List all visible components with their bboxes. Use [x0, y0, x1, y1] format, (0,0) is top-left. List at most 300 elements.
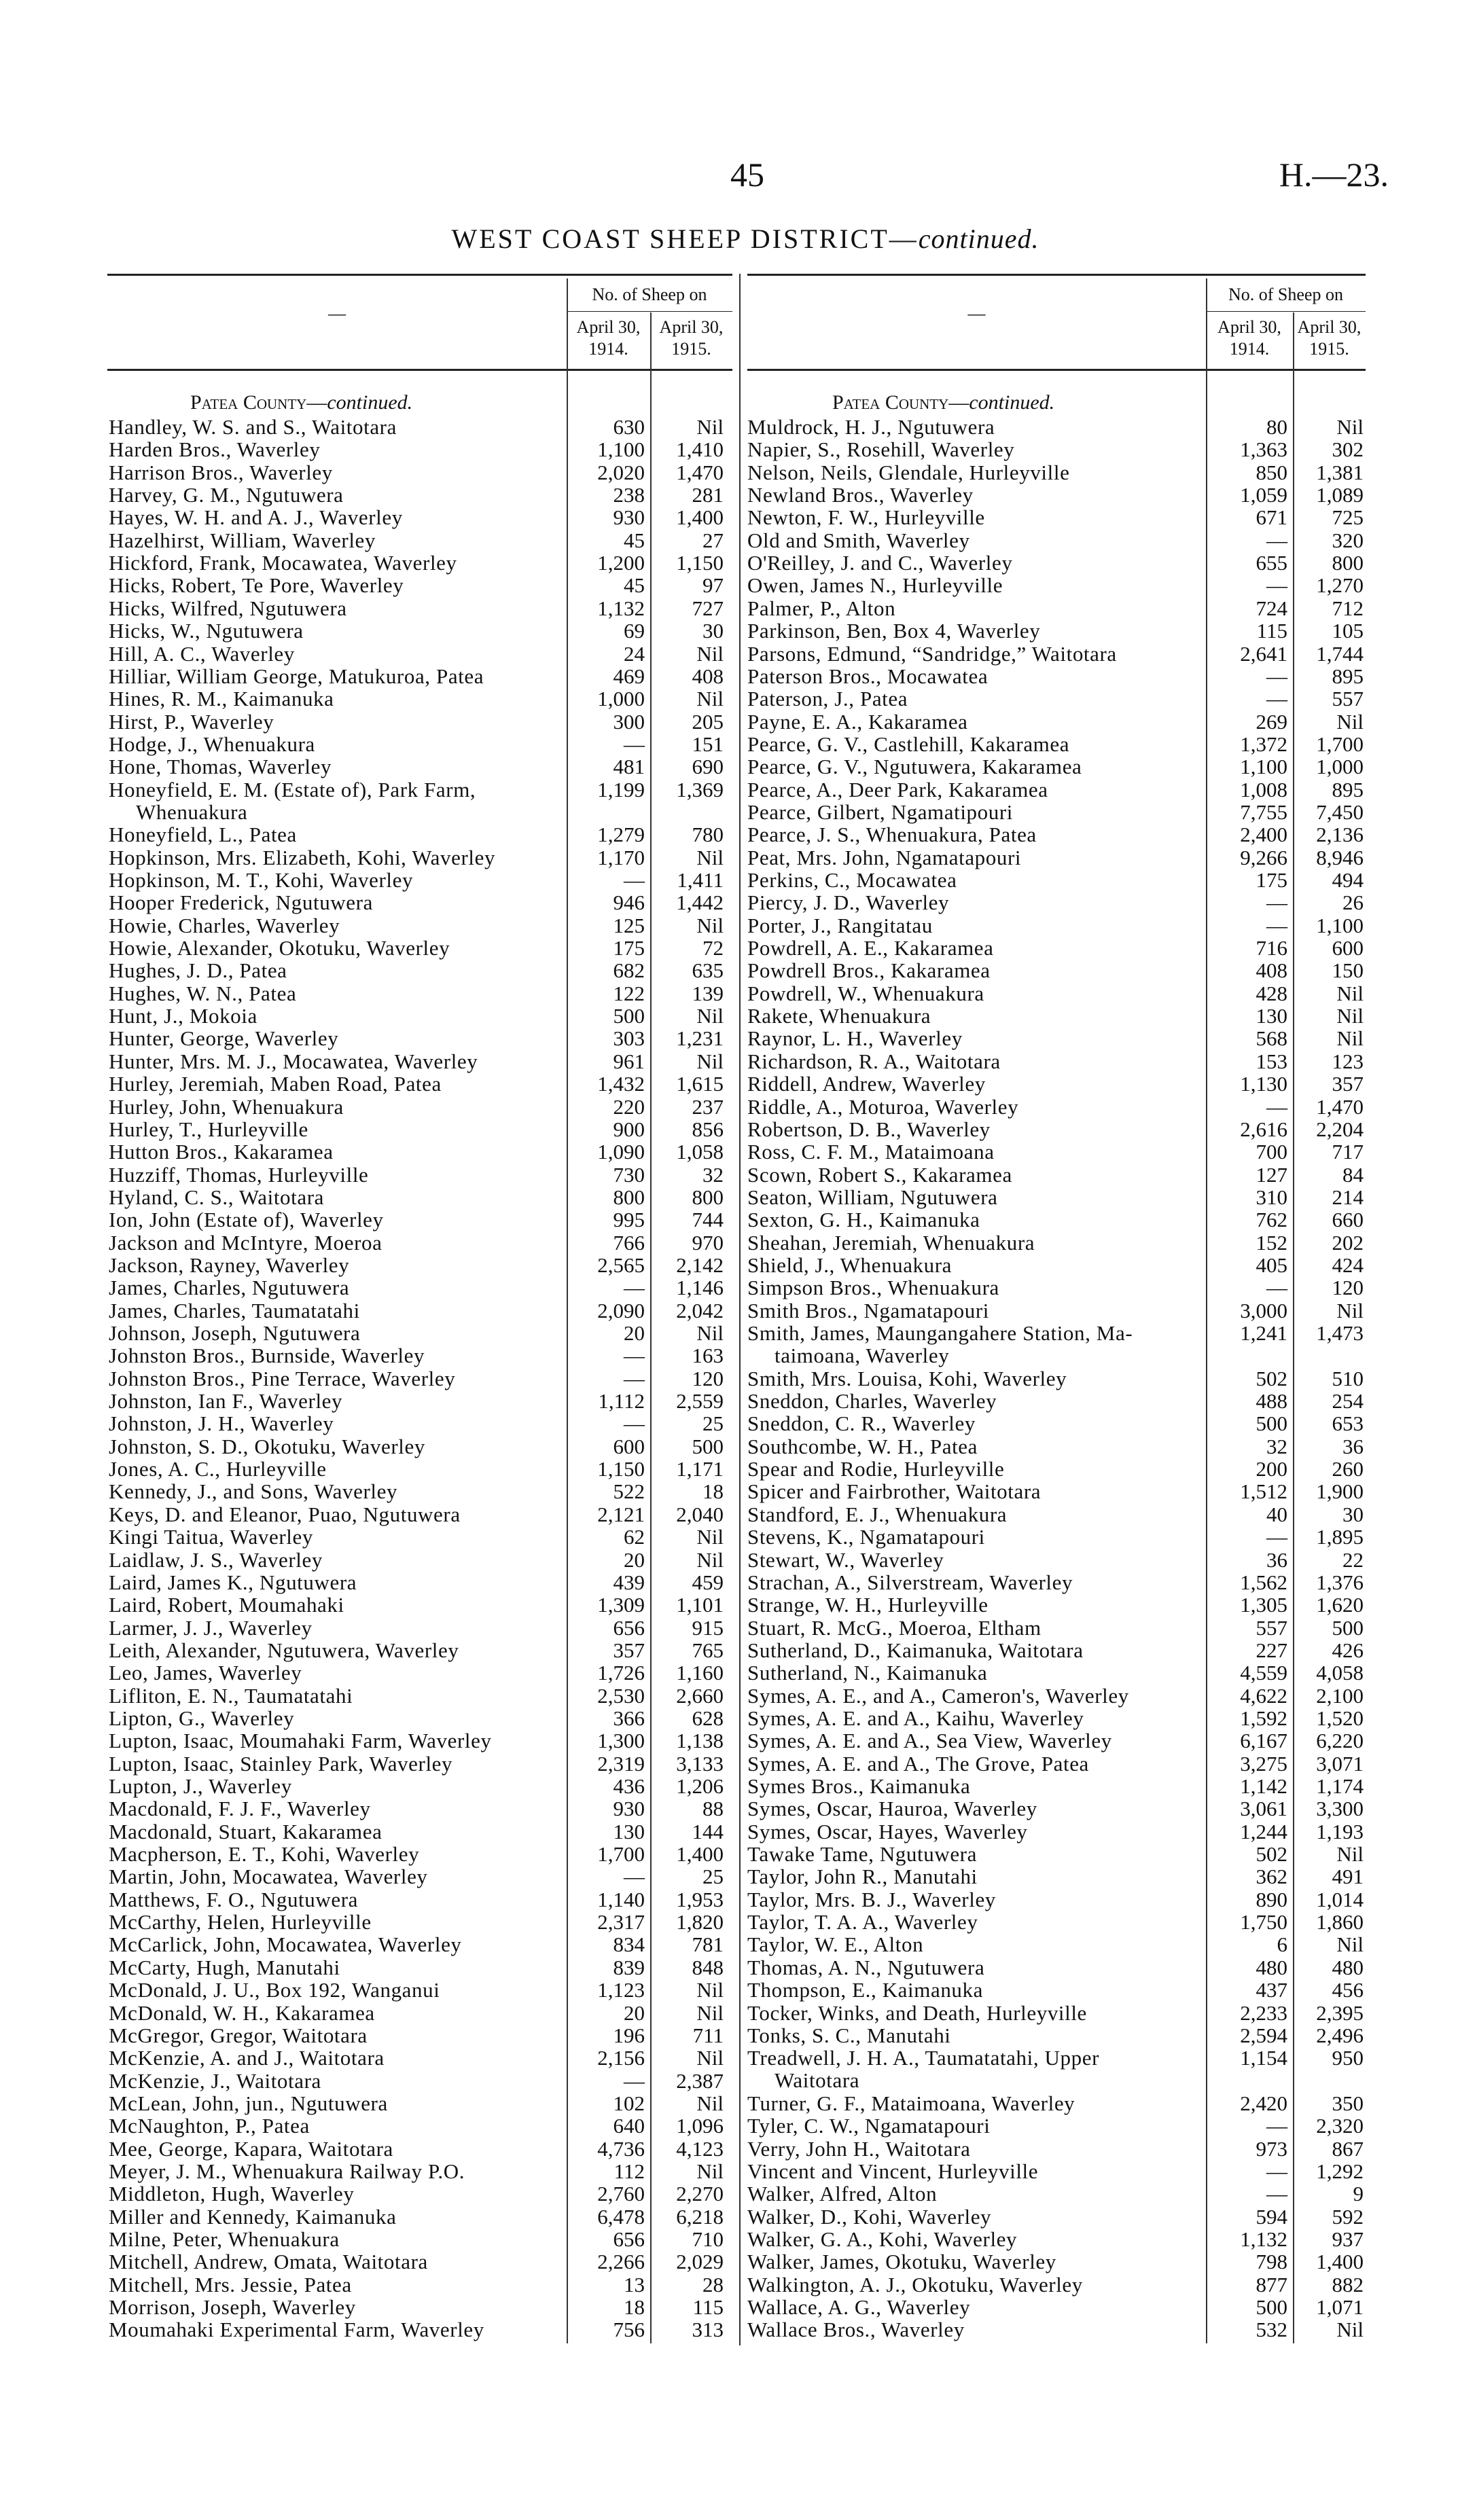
sheep-count-1915: 1,900 [1316, 1479, 1364, 1504]
table-row [747, 937, 1364, 959]
table-row [109, 506, 724, 528]
sheep-count-1915: 237 [692, 1094, 724, 1119]
group-heading: No. of Sheep on [592, 285, 707, 304]
owner-name: Porter, J., Rangitatau [747, 913, 933, 937]
group-heading: No. of Sheep on [1228, 285, 1343, 304]
sheep-count-1914: 3,275 [1240, 1751, 1287, 1776]
group-header-rule [567, 311, 732, 312]
table-row [109, 914, 724, 937]
sheep-count-1914: 439 [613, 1570, 645, 1594]
sheep-count-1914: — [624, 1865, 645, 1889]
sheep-count-1915: 1,860 [1316, 1910, 1364, 1934]
table-row [747, 1164, 1364, 1186]
sheep-count-1914: 45 [624, 573, 645, 598]
sheep-count-1914: 500 [1256, 1411, 1287, 1436]
table-row [109, 484, 724, 506]
sheep-count-1915: 1,400 [676, 1842, 724, 1867]
table-row [109, 1412, 724, 1435]
sheep-count-1915: 3,300 [1316, 1797, 1364, 1821]
table-row [747, 461, 1364, 484]
sheep-count-1914: 428 [1256, 981, 1287, 1005]
owner-name: Johnston Bros., Pine Terrace, Waverley [109, 1366, 456, 1390]
sheep-count-1915: 115 [692, 2295, 724, 2320]
table-row [747, 755, 1364, 778]
sheep-count-1915: 800 [1332, 551, 1364, 575]
sheep-count-1915: 1,820 [676, 1910, 724, 1934]
sheep-count-1915: 320 [1332, 528, 1364, 552]
owner-name: Hurley, Jeremiah, Maben Road, Patea [109, 1072, 442, 1096]
sheep-count-1914: 502 [1256, 1366, 1287, 1390]
sheep-count-1915: Nil [696, 641, 724, 666]
table-row [109, 438, 724, 461]
table-row [747, 2114, 1364, 2137]
owner-name: Miller and Kennedy, Kaimanuka [109, 2204, 397, 2229]
column-heading-1915 [650, 317, 732, 360]
owner-name: Symes, Oscar, Hayes, Waverley [747, 1819, 1028, 1843]
sheep-count-1914: 766 [613, 1230, 645, 1255]
table-top-rule [747, 274, 1366, 276]
sheep-count-1915: Nil [696, 1978, 724, 2002]
table-row [747, 1140, 1364, 1163]
owner-name: Symes Bros., Kaimanuka [747, 1774, 971, 1798]
owner-name: Moumahaki Experimental Farm, Waverley [109, 2318, 484, 2342]
title-suffix: continued. [918, 223, 1039, 254]
sheep-count-1914: 469 [613, 664, 645, 688]
sheep-count-1914: 45 [624, 528, 645, 552]
table-row [747, 1843, 1364, 1865]
sheep-count-1914: 9,266 [1240, 845, 1287, 869]
table-row [109, 2070, 724, 2092]
owner-name: Johnson, Joseph, Ngutuwera [109, 1321, 361, 1345]
table-row [109, 846, 724, 869]
table-row [109, 777, 724, 824]
sheep-count-1914: 200 [1256, 1457, 1287, 1481]
owner-name: Taylor, John R., Manutahi [747, 1865, 978, 1889]
table-row [109, 2182, 724, 2205]
table-row [747, 2273, 1364, 2296]
sheep-count-1915: 1,160 [676, 1661, 724, 1685]
table-row [747, 1118, 1364, 1140]
table-row [747, 1888, 1364, 1911]
table-row [109, 2250, 724, 2273]
table-row [109, 1390, 724, 1412]
owner-name: Napier, S., Rosehill, Waverley [747, 437, 1015, 462]
sheep-count-1914: — [1266, 664, 1287, 688]
sheep-count-1914: 115 [1256, 619, 1287, 643]
owner-name: Meyer, J. M., Whenuakura Railway P.O. [109, 2159, 465, 2183]
owner-name: Laidlaw, J. S., Waverley [109, 1547, 323, 1572]
sheep-count-1915: 1,150 [676, 551, 724, 575]
table-row [747, 710, 1364, 733]
table-row [747, 1458, 1364, 1480]
owner-name: Thompson, E., Kaimanuka [747, 1978, 983, 2002]
owner-name: Symes, A. E. and A., Sea View, Waverley [747, 1729, 1112, 1753]
owner-name: Symes, A. E. and A., Kaihu, Waverley [747, 1706, 1084, 1730]
sheep-count-1914: 1,140 [597, 1887, 645, 1911]
table-row [747, 846, 1364, 869]
sheep-count-1914: 102 [613, 2091, 645, 2115]
owner-name: Turner, G. F., Mataimoana, Waverley [747, 2091, 1075, 2115]
sheep-count-1915: Nil [1336, 981, 1364, 1005]
sheep-count-1915: Nil [696, 1049, 724, 1073]
sheep-count-1915: 1,615 [676, 1072, 724, 1096]
owner-name: Peat, Mrs. John, Ngamatapouri [747, 845, 1022, 869]
sheep-count-1914: 130 [613, 1819, 645, 1843]
sheep-count-1914: 671 [1256, 505, 1287, 530]
sheep-count-1915: 30 [1342, 1502, 1364, 1526]
sheep-count-1915: 1,138 [676, 1729, 724, 1753]
sheep-count-1914: 1,432 [597, 1072, 645, 1096]
table-row [109, 1005, 724, 1027]
table-row [747, 1549, 1364, 1571]
owner-name: Riddle, A., Moturoa, Waverley [747, 1094, 1019, 1119]
owner-name: Hughes, J. D., Patea [109, 958, 287, 983]
table-row [109, 2296, 724, 2318]
table-row [747, 801, 1364, 823]
heading-line: 1915. [671, 339, 711, 359]
sheep-count-1915: 727 [692, 596, 724, 620]
sheep-count-1915: 2,029 [676, 2250, 724, 2274]
owner-name: Parsons, Edmund, “Sandridge,” Waitotara [747, 641, 1117, 666]
sheep-count-1914: 1,059 [1240, 483, 1287, 507]
sheep-count-1915: 28 [702, 2272, 724, 2297]
sheep-count-1914: 175 [1256, 868, 1287, 892]
sheep-count-1914: 2,400 [1240, 823, 1287, 847]
table-row [747, 1208, 1364, 1231]
sheep-count-1915: 628 [692, 1706, 724, 1730]
owner-name: Taylor, Mrs. B. J., Waverley [747, 1887, 996, 1911]
owner-name: Strange, W. H., Hurleyville [747, 1593, 989, 1617]
owner-name: Howie, Alexander, Okotuku, Waverley [109, 936, 450, 960]
sheep-count-1914: — [624, 1276, 645, 1300]
sheep-count-1914: 2,020 [597, 460, 645, 484]
sheep-count-1914: 1,142 [1240, 1774, 1287, 1798]
owner-name: McCarty, Hugh, Manutahi [109, 1955, 340, 1979]
sheep-count-1915: 88 [702, 1797, 724, 1821]
owner-name: Martin, John, Mocawatea, Waverley [109, 1865, 428, 1889]
sheep-count-1914: 700 [1256, 1140, 1287, 1164]
owner-name: Sutherland, N., Kaimanuka [747, 1661, 988, 1685]
sheep-count-1914: 127 [1256, 1162, 1287, 1187]
table-row [109, 823, 724, 846]
sheep-count-1915: 2,387 [676, 2068, 724, 2093]
sheep-count-1914: 1,008 [1240, 777, 1287, 802]
table-row [747, 1661, 1364, 1684]
sheep-count-1914: 1,305 [1240, 1593, 1287, 1617]
sheep-count-1914: 1,130 [1240, 1072, 1287, 1096]
sheep-count-1915: 895 [1332, 777, 1364, 802]
owner-name: Pearce, G. V., Castlehill, Kakaramea [747, 732, 1070, 756]
sheep-count-1914: 1,241 [1240, 1321, 1287, 1345]
owner-name: Hill, A. C., Waverley [109, 641, 295, 666]
sheep-count-1915: Nil [696, 1525, 724, 1549]
sheep-count-1914: 310 [1256, 1185, 1287, 1209]
owner-name: Powdrell Bros., Kakaramea [747, 958, 991, 983]
owner-name: McKenzie, J., Waitotara [109, 2068, 321, 2093]
sheep-count-1915: 882 [1332, 2272, 1364, 2297]
county-name: Patea County— [832, 391, 969, 414]
table-row [109, 1118, 724, 1140]
sheep-count-1915: 6,220 [1316, 1729, 1364, 1753]
sheep-count-1915: 500 [692, 1434, 724, 1458]
sheep-count-1915: 2,559 [676, 1389, 724, 1414]
sheep-count-1915: 781 [692, 1932, 724, 1957]
sheep-count-1915: 1,000 [1316, 755, 1364, 779]
owner-name: Lupton, Isaac, Stainley Park, Waverley [109, 1751, 453, 1776]
table-row [747, 1639, 1364, 1661]
sheep-count-1914: 32 [1266, 1434, 1287, 1458]
table-row [747, 1073, 1364, 1095]
sheep-count-1915: Nil [696, 415, 724, 439]
sheep-count-1915: 25 [702, 1865, 724, 1889]
sheep-count-1914: 557 [1256, 1615, 1287, 1640]
table-row [109, 416, 724, 438]
sheep-count-1914: 1,244 [1240, 1819, 1287, 1843]
sheep-count-1914: 408 [1256, 958, 1287, 983]
owner-name: James, Charles, Taumatatahi [109, 1298, 360, 1322]
owner-name: Robertson, D. B., Waverley [747, 1117, 991, 1141]
sheep-count-1915: 8,946 [1316, 845, 1364, 869]
sheep-count-1914: 2,760 [597, 2182, 645, 2206]
owner-name: Laird, Robert, Moumahaki [109, 1593, 344, 1617]
owner-name: Verry, John H., Waitotara [747, 2136, 971, 2161]
owner-name: Harrison Bros., Waverley [109, 460, 333, 484]
owner-name: McDonald, J. U., Box 192, Wanganui [109, 1978, 440, 2002]
sheep-count-1915: 350 [1332, 2091, 1364, 2115]
table-row [109, 1979, 724, 2001]
sheep-count-1915: 970 [692, 1230, 724, 1255]
sheep-count-1914: 850 [1256, 460, 1287, 484]
table-row [109, 1027, 724, 1049]
table-row [747, 619, 1364, 642]
sheep-count-1915: Nil [1336, 1842, 1364, 1867]
sheep-count-1915: 1,089 [1316, 483, 1364, 507]
sheep-count-1915: 72 [702, 936, 724, 960]
table-row [747, 597, 1364, 619]
sheep-count-1914: 724 [1256, 596, 1287, 620]
owner-name: McCarthy, Helen, Hurleyville [109, 1910, 372, 1934]
sheep-count-1914: 890 [1256, 1887, 1287, 1911]
sheep-count-1914: 1,592 [1240, 1706, 1287, 1730]
sheep-count-1915: 592 [1332, 2204, 1364, 2229]
sheep-count-1915: 765 [692, 1638, 724, 1662]
sheep-count-1915: 1,376 [1316, 1570, 1364, 1594]
sheep-count-1914: — [1266, 2159, 1287, 2183]
owner-name: McKenzie, A. and J., Waitotara [109, 2046, 385, 2070]
sheep-count-1914: 762 [1256, 1208, 1287, 1232]
sheep-count-1914: 961 [613, 1049, 645, 1073]
sheep-count-1915: 1,206 [676, 1774, 724, 1798]
sheep-count-1915: 27 [702, 528, 724, 552]
owner-name: Taylor, W. E., Alton [747, 1932, 924, 1957]
sheep-count-1915: 937 [1332, 2227, 1364, 2251]
heading-line: 1914. [588, 339, 628, 359]
table-row [747, 733, 1364, 755]
owner-name: Hughes, W. N., Patea [109, 981, 297, 1005]
table-row [747, 1775, 1364, 1797]
sheep-count-1915: 1,744 [1316, 641, 1364, 666]
table-row [747, 2002, 1364, 2024]
county-heading [832, 391, 1054, 414]
table-row [109, 2228, 724, 2250]
table-row [747, 1503, 1364, 1526]
sheep-count-1915: 712 [1332, 596, 1364, 620]
sheep-count-1915: 856 [692, 1117, 724, 1141]
table-row [109, 1140, 724, 1163]
sheep-count-1915: 867 [1332, 2136, 1364, 2161]
sheep-count-1914: 1,372 [1240, 732, 1287, 756]
sheep-count-1915: 151 [692, 732, 724, 756]
table-row [109, 1594, 724, 1616]
sheep-count-1915: 302 [1332, 437, 1364, 462]
sheep-count-1914: 640 [613, 2114, 645, 2138]
sheep-count-1914: 6,478 [597, 2204, 645, 2229]
sheep-count-1914: 220 [613, 1094, 645, 1119]
sheep-count-1915: 744 [692, 1208, 724, 1232]
sheep-count-1915: Nil [696, 1004, 724, 1028]
sheep-count-1915: Nil [696, 845, 724, 869]
sheep-count-1915: 1,100 [1316, 913, 1364, 937]
sheep-count-1914: 153 [1256, 1049, 1287, 1073]
county-suffix: continued. [969, 391, 1055, 414]
owner-name: Shield, J., Whenuakura [747, 1253, 953, 1277]
sheep-count-1915: 120 [1332, 1276, 1364, 1300]
sheep-count-1915: 426 [1332, 1638, 1364, 1662]
sheep-count-1915: 653 [1332, 1411, 1364, 1436]
owner-name: Pearce, A., Deer Park, Kakaramea [747, 777, 1048, 802]
table-row [747, 1050, 1364, 1073]
sheep-count-1915: 18 [702, 1479, 724, 1504]
sheep-count-1914: 930 [613, 505, 645, 530]
sheep-count-1914: 2,420 [1240, 2091, 1287, 2115]
sheep-count-1914: 1,000 [597, 687, 645, 711]
sheep-count-1915: 2,270 [676, 2182, 724, 2206]
heading-line: April 30, [1217, 317, 1281, 337]
sheep-count-1915: 1,381 [1316, 460, 1364, 484]
owner-name: Hutton Bros., Kakaramea [109, 1140, 334, 1164]
page-column-divider [739, 274, 741, 2345]
sheep-count-1915: 800 [692, 1185, 724, 1209]
owner-name: Sutherland, D., Kaimanuka, Waitotara [747, 1638, 1084, 1662]
table-row [747, 1956, 1364, 1979]
sheep-count-1915: 1,369 [676, 777, 724, 802]
sheep-count-1915: 510 [1332, 1366, 1364, 1390]
table-row [747, 1254, 1364, 1276]
sheep-count-1914: 481 [613, 755, 645, 779]
owner-name: Hooper Frederick, Ngutuwera [109, 890, 373, 915]
sheep-count-1915: 30 [702, 619, 724, 643]
heading-line: April 30, [659, 317, 724, 337]
sheep-count-1915: 424 [1332, 1253, 1364, 1277]
sheep-count-1915: 22 [1342, 1547, 1364, 1572]
sheep-count-1915: 1,473 [1316, 1321, 1364, 1345]
sheep-count-1915: 408 [692, 664, 724, 688]
sheep-count-1914: 655 [1256, 551, 1287, 575]
table-row [109, 2024, 724, 2047]
sheep-count-1915: 2,100 [1316, 1683, 1364, 1708]
sheep-count-1914: 69 [624, 619, 645, 643]
owner-name: Hunt, J., Mokoia [109, 1004, 257, 1028]
owner-name: Johnston Bros., Burnside, Waverley [109, 1344, 425, 1368]
table-row [747, 1096, 1364, 1118]
owner-name: Harvey, G. M., Ngutuwera [109, 483, 344, 507]
sheep-count-1915: 254 [1332, 1389, 1364, 1414]
name-column-heading: — [967, 304, 986, 323]
sheep-count-1914: 80 [1266, 415, 1287, 439]
table-row [747, 982, 1364, 1005]
table-row [747, 1276, 1364, 1299]
sheep-count-1914: 656 [613, 1615, 645, 1640]
owner-name: Symes, A. E. and A., The Grove, Patea [747, 1751, 1089, 1776]
table-row [109, 1299, 724, 1322]
table-row [109, 1911, 724, 1933]
sheep-count-1915: 895 [1332, 664, 1364, 688]
table-row [109, 710, 724, 733]
owner-name: Honeyfield, L., Patea [109, 823, 297, 847]
owner-name: Jackson, Rayney, Waverley [109, 1253, 350, 1277]
sheep-count-1914: 973 [1256, 2136, 1287, 2161]
sheep-count-1914: 2,319 [597, 1751, 645, 1776]
sheep-count-1914: 877 [1256, 2272, 1287, 2297]
table-row [747, 665, 1364, 687]
owner-name: Strachan, A., Silverstream, Waverley [747, 1570, 1073, 1594]
sheep-count-1914: 1,154 [1240, 2046, 1287, 2070]
owner-name: Seaton, William, Ngutuwera [747, 1185, 998, 1209]
table-row [109, 1164, 724, 1186]
owner-name: Hicks, Robert, Te Pore, Waverley [109, 573, 404, 598]
sheep-count-1915: 144 [692, 1819, 724, 1843]
sheep-count-1914: 6,167 [1240, 1729, 1287, 1753]
sheep-count-1915: 491 [1332, 1865, 1364, 1889]
owner-name: Parkinson, Ben, Box 4, Waverley [747, 619, 1041, 643]
sheep-count-1915: 7,450 [1316, 799, 1364, 824]
table-row [747, 416, 1364, 438]
owner-name: Paterson Bros., Mocawatea [747, 664, 989, 688]
sheep-count-1915: Nil [1336, 1298, 1364, 1322]
owner-name: Spear and Rodie, Hurleyville [747, 1457, 1005, 1481]
sheep-count-1914: 1,300 [597, 1729, 645, 1753]
document-reference: H.—23. [1279, 156, 1389, 194]
sheep-count-1914: — [1266, 1276, 1287, 1300]
owner-name: Richardson, R. A., Waitotara [747, 1049, 1001, 1073]
owner-name: Honeyfield, E. M. (Estate of), Park Farm, [109, 777, 476, 802]
sheep-count-1914: 656 [613, 2227, 645, 2251]
owner-name: Hirst, P., Waverley [109, 709, 274, 734]
table-row [109, 1073, 724, 1095]
owner-name: Nelson, Neils, Glendale, Hurleyville [747, 460, 1070, 484]
owner-name: Stevens, K., Ngamatapouri [747, 1525, 985, 1549]
table-row [747, 1480, 1364, 1502]
owner-name: Hopkinson, M. T., Kohi, Waverley [109, 868, 414, 892]
sheep-count-1915: 950 [1332, 2046, 1364, 2070]
owner-name: McCarlick, John, Mocawatea, Waverley [109, 1932, 462, 1957]
sheep-count-1915: 260 [1332, 1457, 1364, 1481]
owner-name: Wallace, A. G., Waverley [747, 2295, 971, 2320]
table-row [747, 2250, 1364, 2273]
owner-name: Piercy, J. D., Waverley [747, 890, 950, 915]
sheep-count-1915: 105 [1332, 619, 1364, 643]
sheep-count-1915: 2,496 [1316, 2023, 1364, 2047]
table-row [747, 1685, 1364, 1707]
table-row [747, 1005, 1364, 1027]
sheep-count-1914: — [1266, 2114, 1287, 2138]
owner-name: Hurley, T., Hurleyville [109, 1117, 308, 1141]
sheep-count-1915: 480 [1332, 1955, 1364, 1979]
sheep-count-1914: 798 [1256, 2250, 1287, 2274]
owner-name: McGregor, Gregor, Waitotara [109, 2023, 368, 2047]
sheep-count-1914: — [1266, 528, 1287, 552]
sheep-count-1914: 730 [613, 1162, 645, 1187]
